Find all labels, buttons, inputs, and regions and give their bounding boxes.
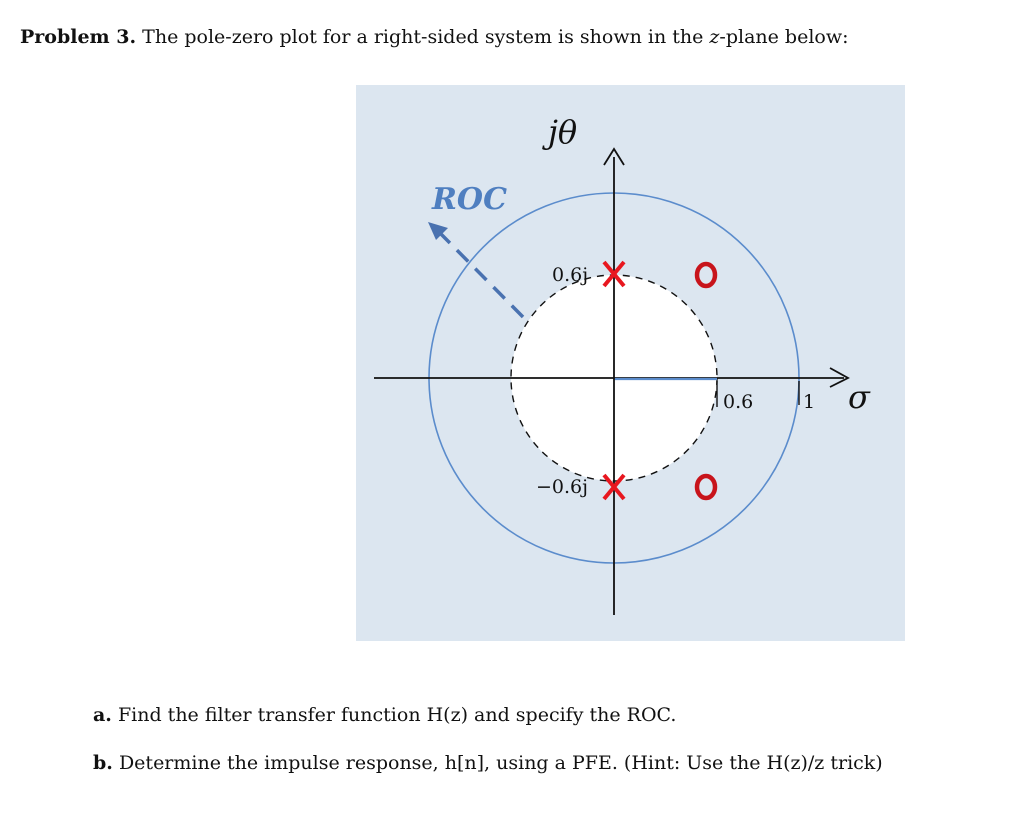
question-b <box>93 752 883 774</box>
question-a <box>93 704 676 726</box>
problem-label: Problem 3. <box>20 26 137 48</box>
question-b-label: b. <box>93 752 113 774</box>
problem-variable: z <box>709 26 720 48</box>
roc-arrow-line <box>440 233 523 317</box>
label-neg-0-6j: −0.6j <box>536 476 589 498</box>
vertical-axis-label: jθ <box>548 113 578 151</box>
label-1: 1 <box>803 391 816 413</box>
problem-text-after: -plane below: <box>719 26 849 48</box>
horizontal-axis-label: σ <box>848 378 870 416</box>
label-0-6: 0.6 <box>723 391 754 413</box>
question-a-text: Find the filter transfer function H(z) and specify the ROC. <box>117 704 677 726</box>
question-b-text: Determine the impulse response, h[n], using a PFE. (Hint: Use the H(z)/z trick) <box>118 752 883 774</box>
question-a-label: a. <box>93 704 112 726</box>
pole-zero-svg <box>356 85 905 641</box>
roc-label: ROC <box>432 182 507 217</box>
zero-lower <box>697 476 715 498</box>
label-0-6j: 0.6j <box>552 264 589 286</box>
zero-upper <box>697 264 715 286</box>
problem-text-before: The pole-zero plot for a right-sided system is shown in the <box>142 26 704 48</box>
problem-statement <box>20 26 849 48</box>
pole-zero-plot <box>356 85 905 641</box>
